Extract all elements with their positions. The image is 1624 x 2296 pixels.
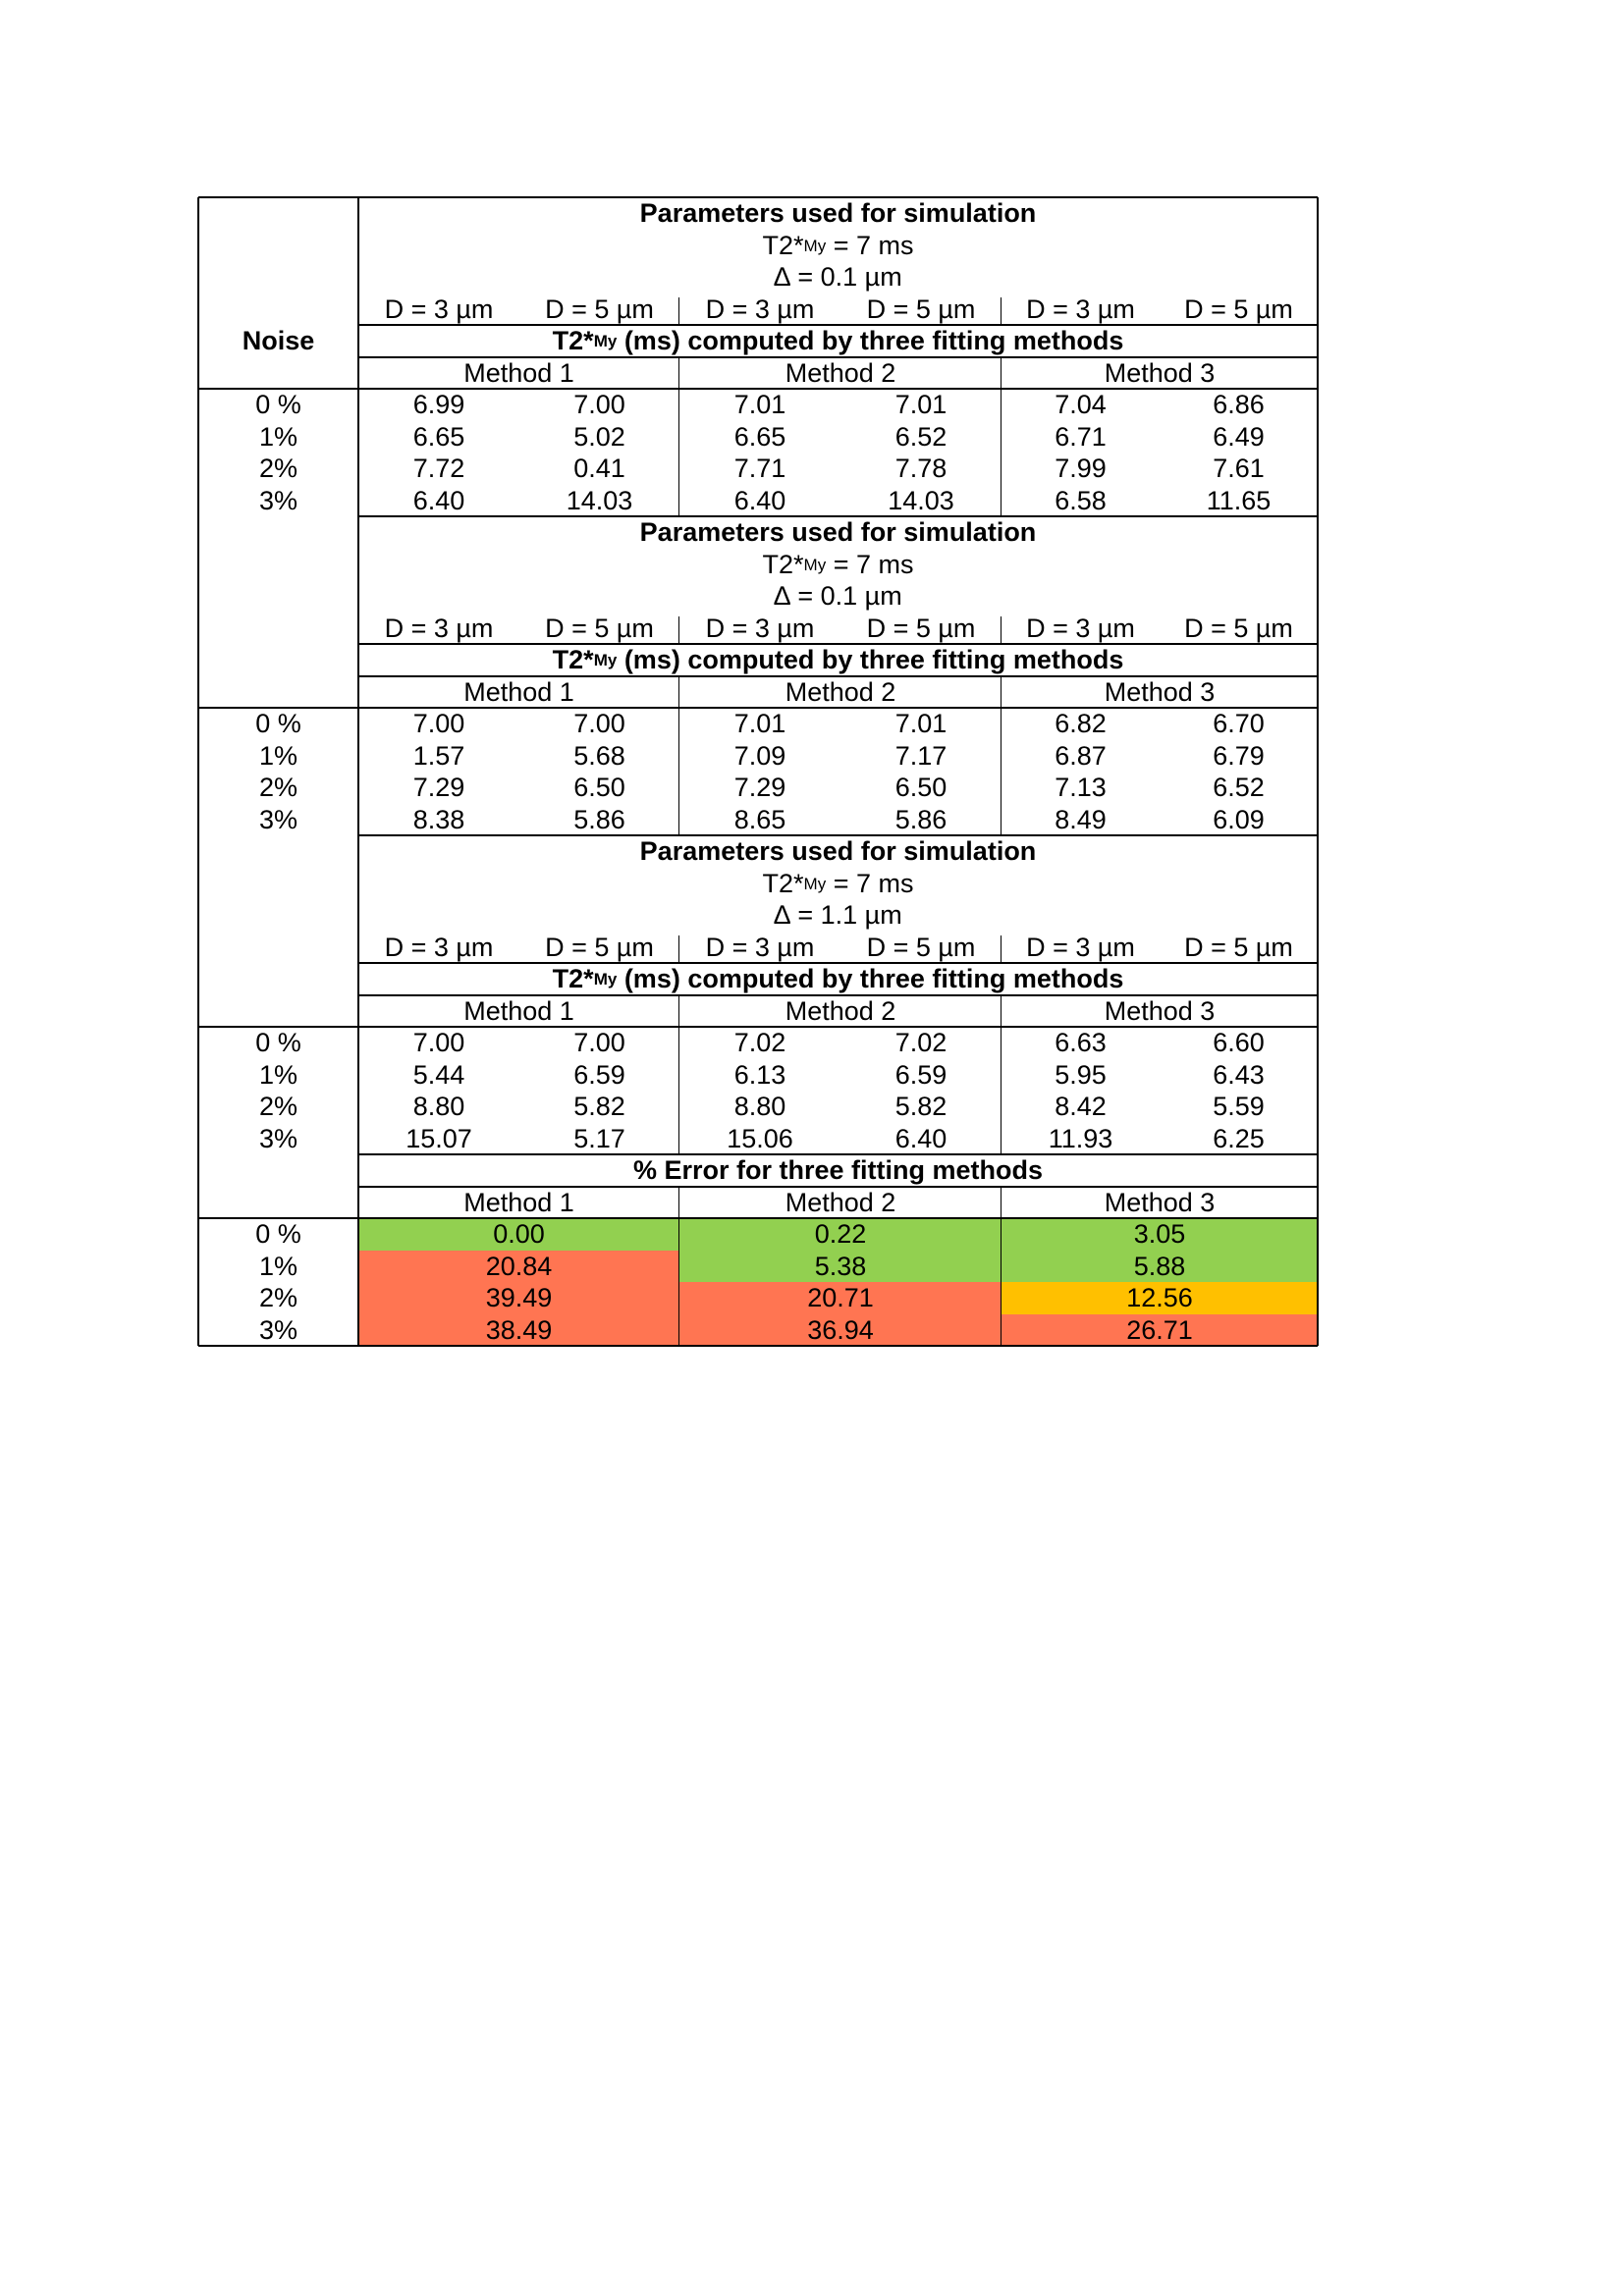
row-divider — [198, 388, 1318, 390]
table-cell-value: 5.86 — [573, 805, 625, 834]
row-divider — [198, 1217, 1318, 1219]
computed-title-text: T2* — [552, 645, 594, 674]
table-cell-value: 7.01 — [733, 390, 786, 419]
computed-title-text: T2* — [552, 326, 594, 355]
table-cell-value: 8.80 — [733, 1092, 786, 1121]
column-divider — [678, 676, 679, 835]
table-cell-value: 5.95 — [1055, 1060, 1107, 1090]
t2-parameter-suffix: = 7 ms — [826, 869, 914, 898]
table-cell-value: 7.13 — [1055, 773, 1107, 802]
table-cell-value: 7.02 — [733, 1028, 786, 1057]
row-divider — [198, 1026, 1318, 1028]
diameter-label: D = 3 µm — [1026, 933, 1135, 962]
diameter-label: D = 3 µm — [384, 933, 494, 962]
row-divider — [358, 994, 1318, 996]
computed-title-suffix: (ms) computed by three fitting methods — [617, 964, 1124, 993]
results-table — [198, 197, 1318, 1356]
table-cell-value: 15.06 — [727, 1124, 793, 1153]
row-divider — [358, 324, 1318, 326]
computed-title: T2* My (ms) computed by three fitting methods — [552, 326, 1124, 355]
computed-title: T2* My (ms) computed by three fitting methods — [552, 964, 1124, 993]
table-cell-value: 7.01 — [894, 390, 947, 419]
t2-parameter-suffix: = 7 ms — [826, 550, 914, 579]
table-cell-value: 6.40 — [412, 486, 465, 515]
noise-level: 0 % — [255, 709, 301, 738]
table-cell-value: 6.63 — [1055, 1028, 1107, 1057]
row-divider — [198, 707, 1318, 709]
table-cell-value: 6.52 — [1213, 773, 1265, 802]
column-divider — [678, 357, 679, 516]
table-cell-value: 6.99 — [412, 390, 465, 419]
error-title: % Error for three fitting methods — [632, 1155, 1044, 1185]
row-divider — [358, 1186, 1318, 1188]
table-cell-value: 6.50 — [894, 773, 947, 802]
table-cell-value: 5.59 — [1213, 1092, 1265, 1121]
table-cell-value: 7.72 — [412, 454, 465, 483]
column-divider — [678, 995, 679, 1154]
t2-parameter-text: T2* — [762, 231, 804, 260]
table-cell-value: 6.40 — [733, 486, 786, 515]
noise-level: 2% — [258, 1283, 298, 1312]
method-header: Method 3 — [1104, 1188, 1216, 1217]
t2-parameter-text: T2* — [762, 550, 804, 579]
table-cell-value: 6.86 — [1213, 390, 1265, 419]
delta-parameter: ∆ = 0.1 µm — [774, 581, 902, 611]
table-cell-value: 5.82 — [573, 1092, 625, 1121]
table-cell-value: 7.00 — [573, 390, 625, 419]
noise-level: 0 % — [255, 390, 301, 419]
table-cell-value: 6.65 — [733, 422, 786, 452]
computed-title-suffix: (ms) computed by three fitting methods — [617, 645, 1124, 674]
noise-level: 1% — [258, 422, 298, 452]
noise-level: 1% — [258, 741, 298, 771]
error-cell-value: 5.38 — [814, 1252, 867, 1281]
table-cell-value: 8.42 — [1055, 1092, 1107, 1121]
error-cell-value: 20.71 — [807, 1283, 874, 1312]
table-cell-value: 1.57 — [412, 741, 465, 771]
table-cell-value: 15.07 — [406, 1124, 472, 1153]
error-cell-value: 20.84 — [485, 1252, 553, 1281]
table-cell-value: 6.87 — [1055, 741, 1107, 771]
table-cell-value: 7.61 — [1213, 454, 1265, 483]
table-top-border — [198, 196, 1318, 198]
table-cell-value: 6.79 — [1213, 741, 1265, 771]
table-cell-value: 6.60 — [1213, 1028, 1265, 1057]
diameter-label: D = 5 µm — [545, 294, 654, 324]
table-cell-value: 6.59 — [573, 1060, 625, 1090]
diameter-label: D = 5 µm — [866, 294, 976, 324]
table-cell-value: 8.80 — [412, 1092, 465, 1121]
delta-parameter: ∆ = 0.1 µm — [774, 262, 902, 292]
diameter-label: D = 3 µm — [705, 933, 815, 962]
noise-level: 3% — [258, 486, 298, 515]
method-header: Method 3 — [1104, 358, 1216, 388]
diameter-label: D = 3 µm — [705, 294, 815, 324]
table-cell-value: 7.02 — [894, 1028, 947, 1057]
method-header: Method 2 — [785, 996, 896, 1026]
error-cell-value: 3.05 — [1133, 1219, 1186, 1249]
error-cell-value: 38.49 — [485, 1315, 553, 1345]
method-header: Method 2 — [785, 358, 896, 388]
table-cell-value: 8.38 — [412, 805, 465, 834]
column-tick — [678, 935, 679, 964]
diameter-label: D = 5 µm — [545, 614, 654, 643]
diameter-label: D = 3 µm — [384, 294, 494, 324]
table-cell-value: 7.01 — [733, 709, 786, 738]
table-cell-value: 7.09 — [733, 741, 786, 771]
table-cell-value: 14.03 — [566, 486, 633, 515]
t2-parameter: T2* My = 7 ms — [762, 550, 914, 579]
noise-level: 2% — [258, 454, 298, 483]
table-cell-value: 6.52 — [894, 422, 947, 452]
table-cell-value: 7.00 — [573, 709, 625, 738]
error-cell-value: 0.00 — [493, 1219, 545, 1249]
t2-parameter-suffix: = 7 ms — [826, 231, 914, 260]
table-cell-value: 11.93 — [1048, 1124, 1113, 1153]
noise-level: 1% — [258, 1252, 298, 1281]
table-cell-value: 7.78 — [894, 454, 947, 483]
table-cell-value: 14.03 — [888, 486, 954, 515]
table-cell-value: 6.65 — [412, 422, 465, 452]
method-header: Method 1 — [463, 1188, 574, 1217]
params-title: Parameters used for simulation — [639, 836, 1037, 866]
computed-title-text: T2* — [552, 964, 594, 993]
table-cell-value: 7.71 — [733, 454, 786, 483]
method-header: Method 3 — [1104, 996, 1216, 1026]
diameter-label: D = 5 µm — [1184, 294, 1293, 324]
t2-parameter: T2* My = 7 ms — [762, 231, 914, 260]
diameter-label: D = 3 µm — [1026, 294, 1135, 324]
table-cell-value: 5.17 — [573, 1124, 625, 1153]
diameter-label: D = 3 µm — [705, 614, 815, 643]
method-header: Method 3 — [1104, 677, 1216, 707]
row-divider — [358, 1153, 1318, 1155]
noise-column-divider — [357, 197, 359, 1346]
table-cell-value: 6.43 — [1213, 1060, 1265, 1090]
error-cell-value: 5.88 — [1133, 1252, 1186, 1281]
table-left-border — [197, 197, 199, 1346]
table-cell-value: 7.04 — [1055, 390, 1107, 419]
table-cell-value: 7.01 — [894, 709, 947, 738]
column-tick — [678, 616, 679, 645]
computed-title-suffix: (ms) computed by three fitting methods — [617, 326, 1124, 355]
table-cell-value: 6.70 — [1213, 709, 1265, 738]
table-cell-value: 6.09 — [1213, 805, 1265, 834]
table-cell-value: 6.59 — [894, 1060, 947, 1090]
error-cell-value: 12.56 — [1126, 1283, 1193, 1312]
column-divider — [678, 1187, 679, 1346]
row-divider — [358, 643, 1318, 645]
error-cell-value: 26.71 — [1126, 1315, 1193, 1345]
table-cell-value: 7.99 — [1055, 454, 1107, 483]
table-cell-value: 6.82 — [1055, 709, 1107, 738]
table-right-border — [1317, 197, 1319, 1346]
noise-level: 3% — [258, 1315, 298, 1345]
table-cell-value: 7.29 — [733, 773, 786, 802]
table-cell-value: 7.00 — [412, 709, 465, 738]
method-header: Method 2 — [785, 677, 896, 707]
table-cell-value: 5.86 — [894, 805, 947, 834]
table-cell-value: 6.40 — [894, 1124, 947, 1153]
t2-parameter-text: T2* — [762, 869, 804, 898]
column-tick — [678, 297, 679, 326]
diameter-label: D = 5 µm — [866, 933, 976, 962]
table-cell-value: 6.25 — [1213, 1124, 1265, 1153]
table-cell-value: 0.41 — [573, 454, 625, 483]
table-cell-value: 7.29 — [412, 773, 465, 802]
error-cell-value: 39.49 — [485, 1283, 553, 1312]
table-cell-value: 11.65 — [1206, 486, 1272, 515]
method-header: Method 1 — [463, 358, 574, 388]
table-cell-value: 7.00 — [573, 1028, 625, 1057]
noise-level: 1% — [258, 1060, 298, 1090]
table-cell-value: 5.44 — [412, 1060, 465, 1090]
method-header: Method 2 — [785, 1188, 896, 1217]
error-cell-value: 0.22 — [814, 1219, 867, 1249]
diameter-label: D = 5 µm — [1184, 933, 1293, 962]
diameter-label: D = 3 µm — [384, 614, 494, 643]
row-divider — [358, 962, 1318, 964]
table-cell-value: 6.58 — [1055, 486, 1107, 515]
computed-title: T2* My (ms) computed by three fitting methods — [552, 645, 1124, 674]
table-cell-value: 5.82 — [894, 1092, 947, 1121]
table-cell-value: 7.17 — [894, 741, 947, 771]
method-header: Method 1 — [463, 996, 574, 1026]
params-title: Parameters used for simulation — [639, 198, 1037, 228]
noise-level: 0 % — [255, 1219, 301, 1249]
row-divider — [358, 356, 1318, 358]
table-cell-value: 5.02 — [573, 422, 625, 452]
row-divider — [358, 675, 1318, 677]
noise-level: 3% — [258, 805, 298, 834]
table-cell-value: 6.50 — [573, 773, 625, 802]
table-cell-value: 6.49 — [1213, 422, 1265, 452]
diameter-label: D = 5 µm — [1184, 614, 1293, 643]
table-cell-value: 6.13 — [733, 1060, 786, 1090]
diameter-label: D = 5 µm — [545, 933, 654, 962]
noise-level: 2% — [258, 773, 298, 802]
noise-level: 0 % — [255, 1028, 301, 1057]
table-cell-value: 8.65 — [733, 805, 786, 834]
method-header: Method 1 — [463, 677, 574, 707]
noise-level: 3% — [258, 1124, 298, 1153]
table-cell-value: 8.49 — [1055, 805, 1107, 834]
table-bottom-border — [198, 1345, 1318, 1347]
diameter-label: D = 3 µm — [1026, 614, 1135, 643]
table-cell-value: 5.68 — [573, 741, 625, 771]
table-cell-value: 6.71 — [1055, 422, 1107, 452]
t2-parameter: T2* My = 7 ms — [762, 869, 914, 898]
table-cell-value: 7.00 — [412, 1028, 465, 1057]
noise-level: 2% — [258, 1092, 298, 1121]
noise-header: Noise — [242, 326, 315, 355]
delta-parameter: ∆ = 1.1 µm — [774, 900, 902, 930]
diameter-label: D = 5 µm — [866, 614, 976, 643]
error-cell-value: 36.94 — [807, 1315, 874, 1345]
params-title: Parameters used for simulation — [639, 517, 1037, 547]
